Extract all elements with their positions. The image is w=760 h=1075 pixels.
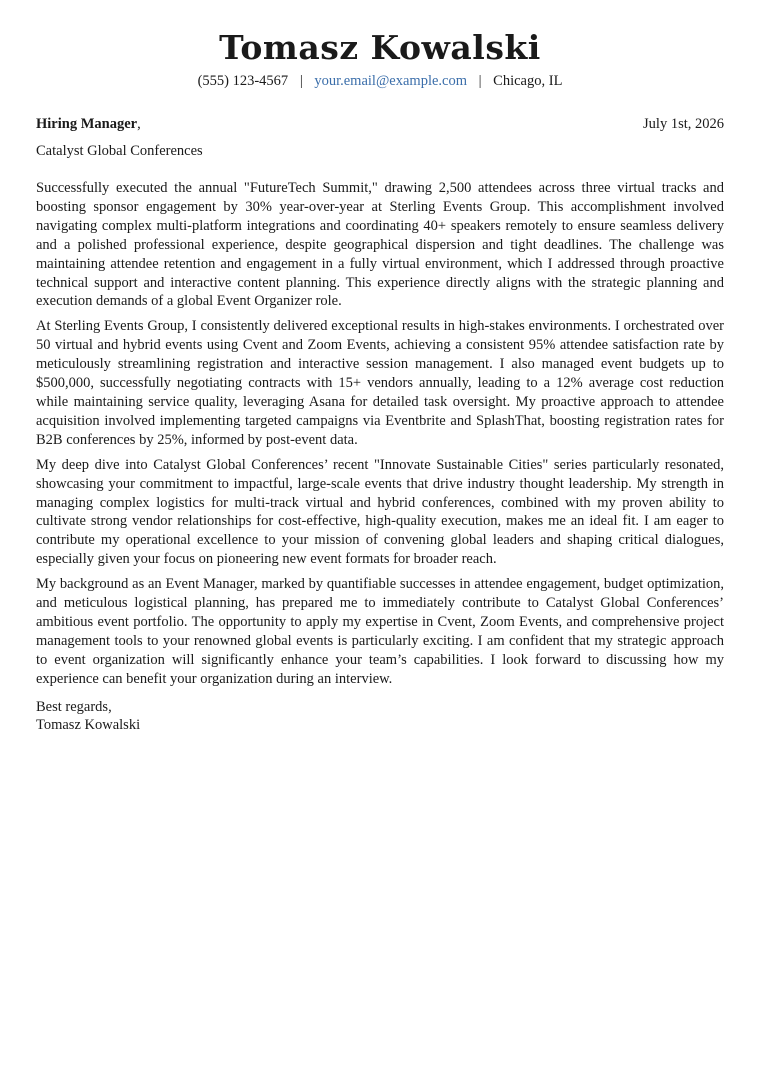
phone-number: (555) 123-4567 xyxy=(197,73,289,89)
recipient-company: Catalyst Global Conferences xyxy=(36,143,203,159)
letter-closing xyxy=(36,698,724,736)
recipient-title: Hiring Manager xyxy=(36,116,138,132)
body-paragraph: Successfully executed the annual "FutureTech Summit," drawing 2,500 attendees across three virtual tracks and boosting sponsor engagement by 30% year-over-year at Sterling Events Group. This accomplishment involved navigating complex multi-platform integrations and coordinating 40+ speakers remotely to ensure seamless delivery and a polished professional experience, despite geographical dispersion and tight deadlines. The challenge was maintaining attendee retention and engagement in a fully virtual environment, which I addressed through proactive technical support and interactive content planning. This experience directly aligns with the strategic planning and execution demands of a global Event Organizer role. xyxy=(36,180,724,310)
body-paragraph: At Sterling Events Group, I consistently delivered exceptional results in high-stakes environments. I orchestrated over 50 virtual and hybrid events using Cvent and Zoom Events, achieving a consistent 95% attendee satisfaction rate by meticulously streamlining registration and interactive session management. I also managed event budgets up to $500,000, successfully negotiating contracts with 15+ vendors annually, leading to a 12% average cost reduction while maintaining service quality, leveraging Asana for detailed task oversight. My proactive approach to attendee acquisition involved implementing targeted campaigns via Eventbrite and SplashThat, boosting registration rates for B2B conferences by 25%, informed by post-event data. xyxy=(36,318,724,448)
body-paragraph: My background as an Event Manager, marked by quantifiable successes in attendee engagement, budget optimization, and meticulous logistical planning, has prepared me to immediately contribute to Catalyst Global Conferences’ ambitious event portfolio. The opportunity to apply my expertise in Cvent, Zoom Events, and comprehensive project management tools to your renowned global events is particularly exciting. I am confident that my strategic approach to event organization will significantly enhance your team’s capabilities. I look forward to discussing how my experience can benefit your organization during an interview. xyxy=(36,576,724,687)
letter-body xyxy=(36,179,724,689)
contact-line xyxy=(36,71,724,91)
closing-signature: Tomasz Kowalski xyxy=(36,717,141,734)
location: Chicago, IL xyxy=(493,73,563,89)
applicant-name: Tomasz Kowalski xyxy=(219,28,541,67)
email-link[interactable]: your.email@example.com xyxy=(314,73,468,89)
recipient-title-block xyxy=(36,114,141,134)
body-paragraph: My deep dive into Catalyst Global Conferences’ recent "Innovate Sustainable Cities" series particularly resonated, showcasing your commitment to impactful, large-scale events that drive industry thought leadership. My strength in managing complex logistics for multi-track virtual and hybrid conferences, combined with my proven ability to cultivate strong vendor relationships for cost-effective, high-quality execution, makes me an ideal fit. I am eager to contribute my operational excellence to your mission of convening global leaders and shaping critical dialogues, especially given your focus on pioneering new event formats for broader reach. xyxy=(36,456,724,568)
closing-salutation: Best regards, xyxy=(36,698,112,715)
recipient-title-comma: , xyxy=(137,116,141,132)
contact-separator: | xyxy=(478,73,482,89)
recipient-row xyxy=(36,114,724,134)
letter-date: July 1st, 2026 xyxy=(643,116,724,132)
contact-separator: | xyxy=(299,73,303,89)
